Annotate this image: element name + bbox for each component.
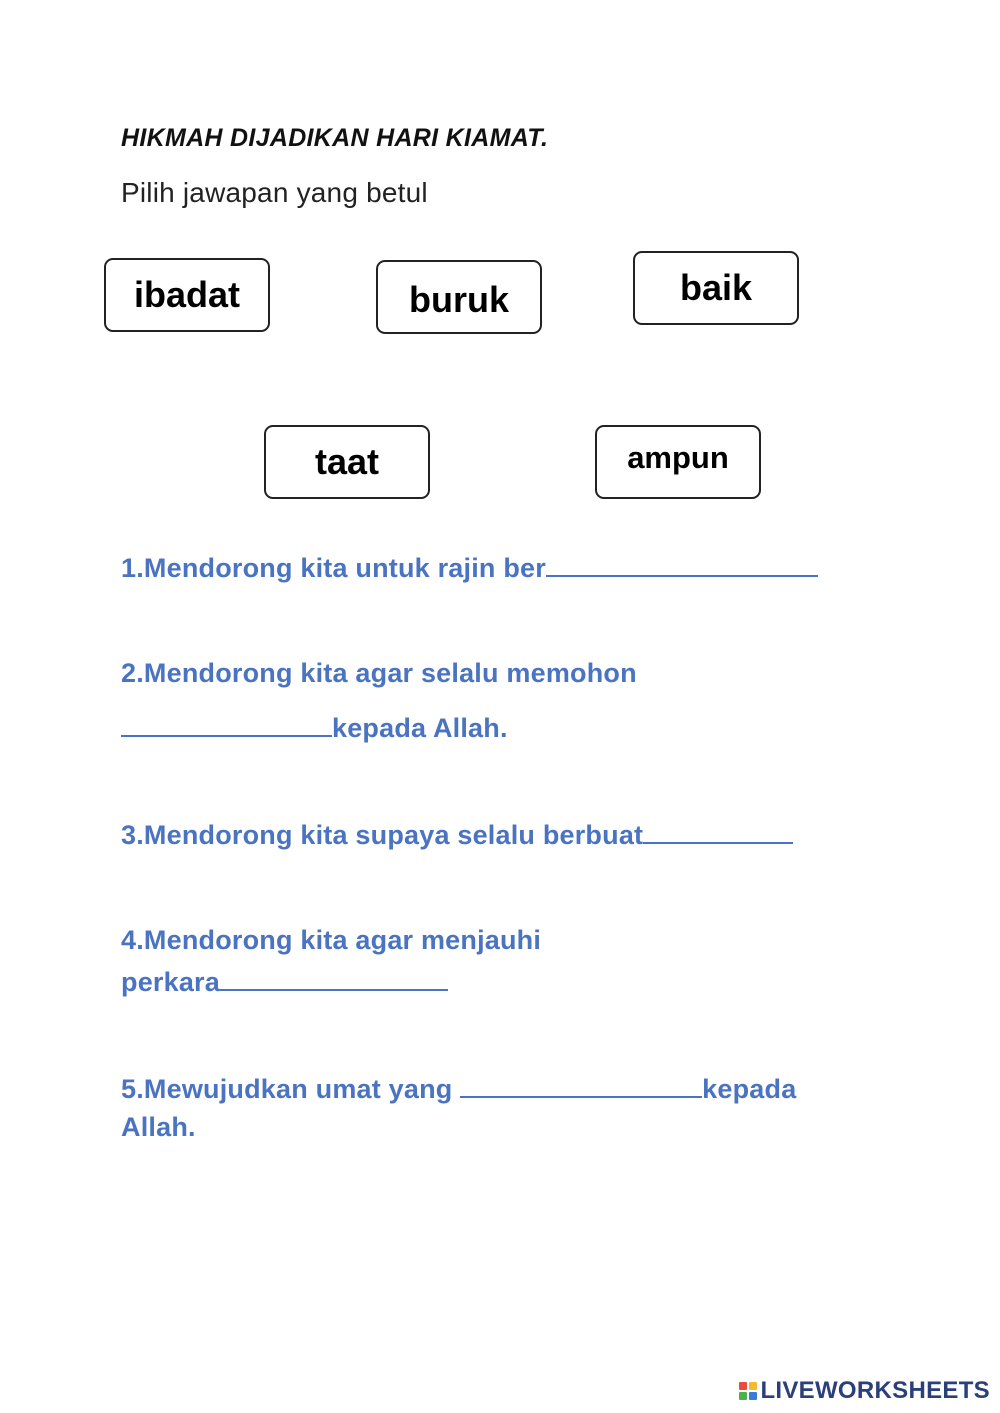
question-2-line-2 bbox=[121, 711, 508, 744]
question-4-line-2 bbox=[121, 965, 448, 998]
logo-square-1 bbox=[739, 1382, 747, 1390]
answer-blank-2[interactable] bbox=[121, 711, 332, 737]
question-4-line-1: 4.Mendorong kita agar menjauhi bbox=[121, 925, 542, 955]
question-5-after-text: kepada bbox=[702, 1074, 797, 1104]
question-4-before-text: perkara bbox=[121, 967, 220, 997]
question-1 bbox=[121, 551, 818, 584]
logo-square-2 bbox=[749, 1382, 757, 1390]
liveworksheets-logo[interactable] bbox=[739, 1377, 990, 1405]
question-5-line-1 bbox=[121, 1072, 796, 1105]
answer-blank-3[interactable] bbox=[643, 818, 793, 844]
question-3 bbox=[121, 818, 793, 851]
instruction-text: Pilih jawapan yang betul bbox=[121, 177, 428, 208]
question-3-text: 3.Mendorong kita supaya selalu berbuat bbox=[121, 820, 644, 850]
brand-grid-icon bbox=[739, 1382, 757, 1400]
logo-square-4 bbox=[749, 1392, 757, 1400]
question-5-line-2: Allah. bbox=[121, 1112, 196, 1142]
question-5-before-text: 5.Mewujudkan umat yang bbox=[121, 1074, 461, 1104]
word-option-buruk[interactable]: buruk bbox=[376, 260, 542, 334]
word-option-taat[interactable]: taat bbox=[264, 425, 430, 499]
question-2-after-text: kepada Allah. bbox=[332, 713, 508, 743]
answer-blank-4[interactable] bbox=[220, 965, 448, 991]
word-option-baik[interactable]: baik bbox=[633, 251, 799, 325]
question-1-text: 1.Mendorong kita untuk rajin ber bbox=[121, 553, 546, 583]
question-2-line-1: 2.Mendorong kita agar selalu memohon bbox=[121, 658, 637, 688]
brand-name: LIVEWORKSHEETS bbox=[760, 1377, 990, 1404]
word-option-ampun[interactable]: ampun bbox=[595, 425, 761, 499]
answer-blank-5[interactable] bbox=[460, 1072, 702, 1098]
answer-blank-1[interactable] bbox=[546, 551, 818, 577]
logo-square-3 bbox=[739, 1392, 747, 1400]
worksheet-title: HIKMAH DIJADIKAN HARI KIAMAT. bbox=[121, 124, 549, 152]
word-option-ibadat[interactable]: ibadat bbox=[104, 258, 270, 332]
